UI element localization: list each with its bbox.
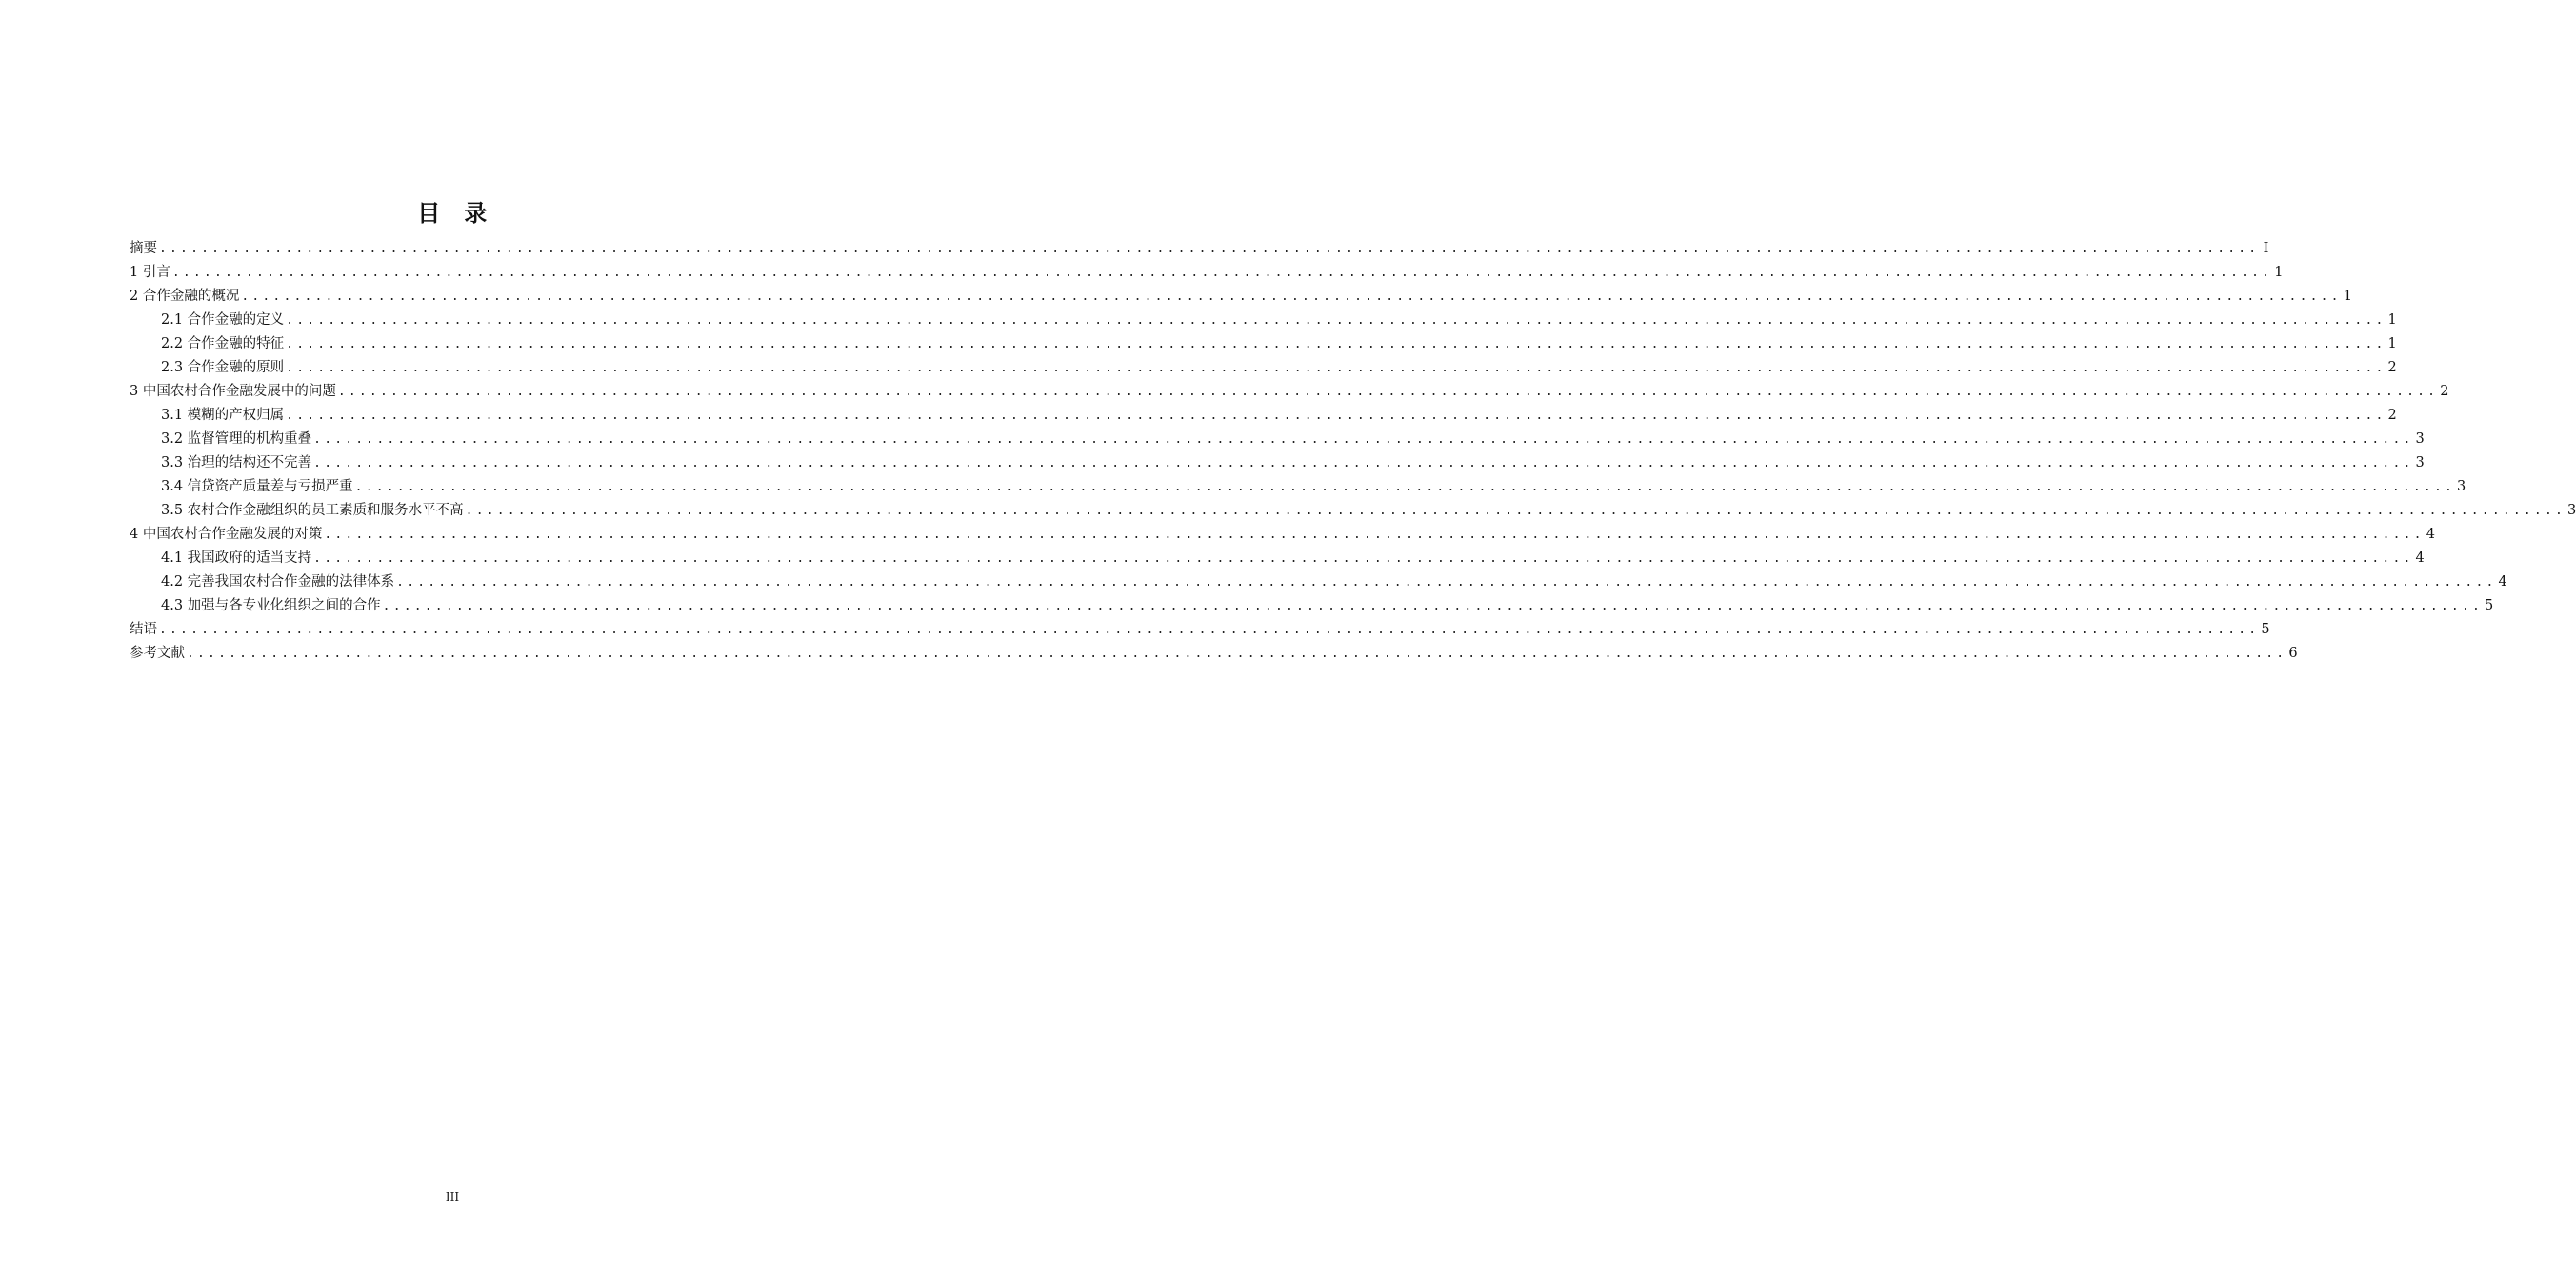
toc-entry-page: 3 xyxy=(2457,479,2466,494)
toc-entry-label: 4.1 我国政府的适当支持 xyxy=(161,550,312,566)
toc-entry[interactable] xyxy=(130,380,2449,404)
toc-entry-page: 4 xyxy=(2426,527,2435,542)
toc-entry-page: 1 xyxy=(2343,289,2352,304)
toc-entry-label: 2.3 合作金融的原则 xyxy=(161,360,285,375)
toc-leader-dots: ........................................................................................................................................................................................................ xyxy=(187,647,2287,661)
toc-entry-page: 5 xyxy=(2485,598,2494,613)
toc-entry[interactable] xyxy=(130,523,2435,547)
toc-entry-page: I xyxy=(2263,241,2269,256)
table-of-contents xyxy=(130,237,2576,666)
toc-entry-label: 2 合作金融的概况 xyxy=(130,289,240,304)
toc-leader-dots: ........................................................................................................................................................................................................ xyxy=(313,456,2414,470)
toc-entry-label: 参考文献 xyxy=(130,646,185,661)
toc-entry[interactable] xyxy=(130,475,2466,499)
toc-leader-dots: ........................................................................................................................................................................................................ xyxy=(354,480,2456,494)
toc-entry-page: 1 xyxy=(2387,312,2397,328)
toc-entry-label: 摘要 xyxy=(130,241,157,256)
toc-entry[interactable] xyxy=(130,404,2397,428)
toc-entry-page: 2 xyxy=(2387,360,2397,375)
toc-entry-page: 5 xyxy=(2261,622,2270,637)
toc-leader-dots: ........................................................................................................................................................................................................ xyxy=(382,599,2484,613)
toc-entry[interactable] xyxy=(130,594,2494,618)
toc-entry[interactable] xyxy=(130,428,2425,451)
toc-entry-page: 4 xyxy=(2415,550,2425,566)
toc-entry[interactable] xyxy=(130,332,2397,356)
toc-entry[interactable] xyxy=(130,499,2576,523)
toc-entry[interactable] xyxy=(130,309,2397,332)
toc-entry-label: 4.2 完善我国农村合作金融的法律体系 xyxy=(161,574,395,590)
toc-leader-dots: ........................................................................................................................................................................................................ xyxy=(286,409,2386,423)
toc-entry[interactable] xyxy=(130,356,2397,380)
toc-entry[interactable] xyxy=(130,642,2298,666)
toc-entry-page: 3 xyxy=(2415,455,2425,470)
toc-entry[interactable] xyxy=(130,570,2507,594)
toc-entry-page: 4 xyxy=(2498,574,2507,590)
toc-entry-page: 1 xyxy=(2387,336,2397,351)
toc-leader-dots: ........................................................................................................................................................................................................ xyxy=(396,575,2497,590)
toc-entry-label: 4.3 加强与各专业化组织之间的合作 xyxy=(161,598,381,613)
toc-leader-dots: ........................................................................................................................................................................................................ xyxy=(324,528,2425,542)
toc-entry-page: 3 xyxy=(2567,503,2576,518)
toc-leader-dots: ........................................................................................................................................................................................................ xyxy=(286,337,2386,351)
toc-entry-page: 2 xyxy=(2387,408,2397,423)
toc-entry-label: 4 中国农村合作金融发展的对策 xyxy=(130,527,323,542)
toc-entry-label: 3.2 监督管理的机构重叠 xyxy=(161,431,312,447)
toc-entry-label: 1 引言 xyxy=(130,265,170,280)
toc-leader-dots: ........................................................................................................................................................................................................ xyxy=(171,266,2273,280)
toc-entry-label: 3 中国农村合作金融发展中的问题 xyxy=(130,384,336,399)
toc-entry-page: 3 xyxy=(2415,431,2425,447)
toc-title: 目 录 xyxy=(417,199,488,227)
toc-leader-dots: ........................................................................................................................................................................................................ xyxy=(159,242,2260,256)
toc-entry-label: 2.2 合作金融的特征 xyxy=(161,336,285,351)
toc-leader-dots: ........................................................................................................................................................................................................ xyxy=(159,623,2260,637)
toc-entry-page: 2 xyxy=(2440,384,2449,399)
toc-leader-dots: ........................................................................................................................................................................................................ xyxy=(337,385,2439,399)
toc-entry-page: 6 xyxy=(2288,646,2298,661)
toc-entry-label: 2.1 合作金融的定义 xyxy=(161,312,285,328)
toc-entry-label: 3.4 信贷资产质量差与亏损严重 xyxy=(161,479,353,494)
toc-leader-dots: ........................................................................................................................................................................................................ xyxy=(465,504,2566,518)
toc-leader-dots: ........................................................................................................................................................................................................ xyxy=(286,313,2386,328)
page-number: III xyxy=(445,1190,460,1204)
toc-entry-label: 3.3 治理的结构还不完善 xyxy=(161,455,312,470)
toc-entry[interactable] xyxy=(130,618,2270,642)
toc-entry[interactable] xyxy=(130,451,2425,475)
toc-entry[interactable] xyxy=(130,237,2269,261)
toc-leader-dots: ........................................................................................................................................................................................................ xyxy=(313,551,2414,566)
toc-leader-dots: ........................................................................................................................................................................................................ xyxy=(241,290,2342,304)
toc-leader-dots: ........................................................................................................................................................................................................ xyxy=(286,361,2386,375)
toc-entry-page: 1 xyxy=(2274,265,2284,280)
toc-leader-dots: ........................................................................................................................................................................................................ xyxy=(313,432,2414,447)
toc-entry-label: 3.1 模糊的产权归属 xyxy=(161,408,285,423)
toc-entry-label: 3.5 农村合作金融组织的员工素质和服务水平不高 xyxy=(161,503,464,518)
toc-entry[interactable] xyxy=(130,547,2425,570)
toc-entry[interactable] xyxy=(130,261,2284,285)
toc-entry-label: 结语 xyxy=(130,622,157,637)
toc-entry[interactable] xyxy=(130,285,2352,309)
